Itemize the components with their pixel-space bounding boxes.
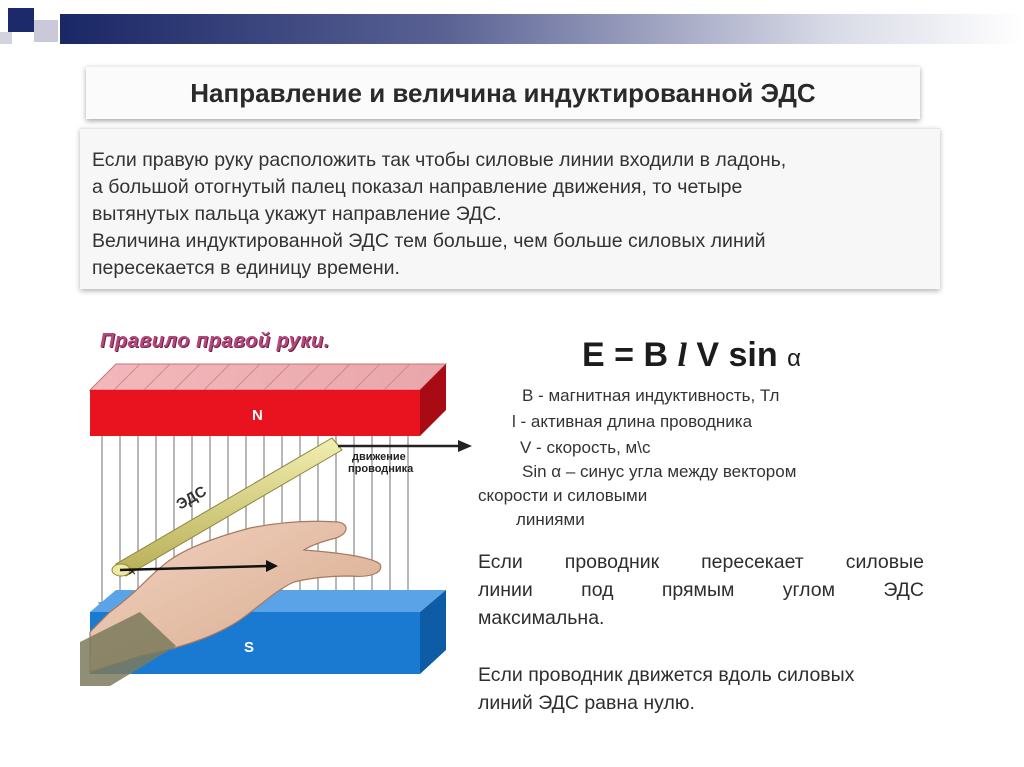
motion-label-line1: движение — [352, 451, 406, 463]
figure-title: Правило правой руки. — [100, 330, 330, 352]
formula-b: B — [643, 336, 669, 374]
note-word: проводник — [564, 551, 660, 573]
note-word: углом — [782, 579, 835, 601]
note-perpendicular — [478, 551, 924, 641]
legend-item: скорости и силовыми — [478, 486, 648, 505]
formula-sin: sin — [728, 336, 778, 374]
note-word: линии — [478, 579, 533, 601]
emf-label: ЭДС — [173, 482, 210, 514]
description-line: Если правую руку расположить так чтобы силовые линии входили в ладонь, — [92, 149, 787, 171]
legend-item: B - магнитная индуктивность, Тл — [522, 386, 780, 405]
note-parallel — [478, 664, 924, 724]
corner-square-light-2 — [0, 32, 12, 44]
formula-v: V — [696, 336, 720, 374]
slide-title-box — [86, 66, 920, 119]
description-line: а большой отогнутый палец показал направление движения, то четыре — [92, 176, 743, 198]
note-word: прямым — [661, 579, 735, 601]
north-magnet — [90, 364, 446, 436]
svg-text:×: × — [128, 563, 137, 579]
description-line: пересекается в единицу времени. — [92, 257, 400, 279]
south-label: S — [244, 639, 255, 656]
formula-lhs: E — [582, 336, 605, 374]
legend-item: l - активная длина проводника — [512, 412, 753, 431]
description-line: Величина индуктированной ЭДС тем больше, чем больше силовых линий — [92, 230, 766, 252]
emf-formula — [582, 336, 801, 375]
formula-l: l — [677, 337, 687, 374]
note-word: под — [581, 579, 614, 601]
slide-title: Направление и величина индуктированной ЭДС — [190, 77, 816, 108]
corner-square-light — [34, 20, 58, 42]
note-word: силовые — [845, 551, 924, 573]
north-label: N — [252, 407, 263, 424]
legend-item: Sin α – синус угла между вектором — [522, 462, 797, 481]
note-line: линий ЭДС равна нулю. — [478, 692, 695, 714]
note-word: Если — [478, 551, 523, 573]
note-line: максимальна. — [478, 607, 605, 629]
motion-label-line2: проводника — [348, 463, 414, 475]
formula-eq: = — [614, 336, 634, 374]
description-line: вытянутых пальца укажут направление ЭДС. — [92, 203, 502, 225]
legend-item: линиями — [516, 510, 585, 529]
note-word: ЭДС — [883, 579, 924, 601]
description-box — [80, 128, 940, 289]
header-bar — [60, 14, 1024, 44]
formula-alpha: α — [787, 345, 801, 372]
legend-item: V - скорость, м\с — [520, 438, 651, 457]
corner-square-dark — [8, 8, 34, 32]
right-hand-rule-illustration — [80, 350, 480, 690]
note-word: пересекает — [701, 551, 804, 573]
note-line: Если проводник движется вдоль силовых — [478, 664, 855, 686]
